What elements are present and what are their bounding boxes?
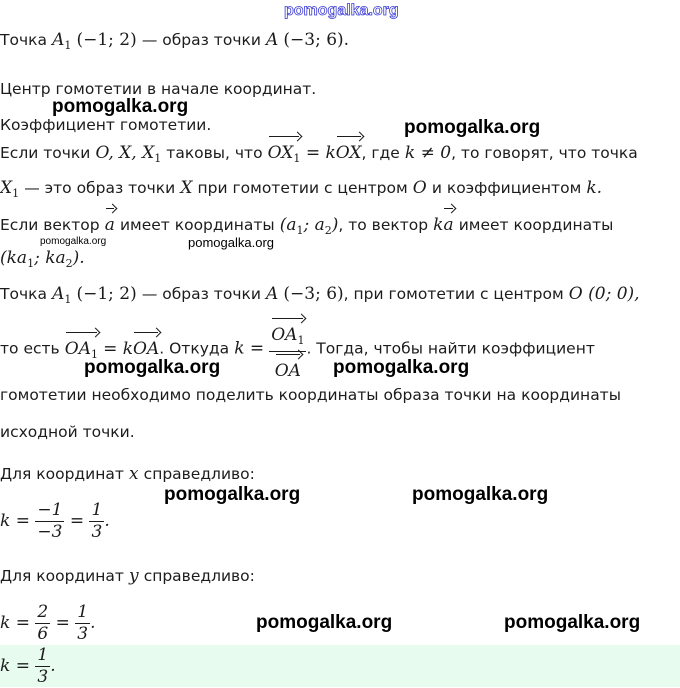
watermark-5: pomogalka.org [84,357,221,378]
line5-text-a: — это образ точки [24,179,176,197]
line1-text-b: — образ точки [141,31,261,49]
watermark-2: pomogalka.org [404,117,541,138]
line8-text-c: , при гомотетии с центром [343,285,564,303]
math-x-var: x [128,464,139,484]
watermark-1: pomogalka.org [52,96,189,117]
line5-text-b: при гомотетии с центром [197,179,408,197]
line4-text-c: , где [361,144,400,162]
watermark-4: pomogalka.org [188,235,274,250]
math-X1: $X_1$ [0,178,20,200]
equation-x: k = $\frac{-1}{-3}$ = $\frac{1}{3}$ . [0,500,110,542]
math-frac-OA1-OA: $\frac{OA_1}{OA}$ [269,316,306,382]
math-a-coords: ($a_1$; $a_2$) [279,215,339,237]
line-7 [0,248,85,270]
line12-text-b: справедливо: [143,465,255,483]
math-y-var: y [128,566,139,586]
math-points: O, X, $X_1$ [95,143,162,165]
math-A-coords: (−3; 6). [283,30,350,50]
line-11: исходной точки. [0,423,135,441]
line1-text-a: Точка [0,31,47,49]
line4-text-d: , то говорят, что точка [451,144,638,162]
line9-text-c: . Тогда, чтобы найти коэффициент [306,339,595,358]
line-6 [0,206,613,237]
math-eq-kOX: = kOX [300,143,361,163]
eq2-frac: $\frac{2}{6}$ [37,602,49,644]
watermark-7: pomogalka.org [164,484,301,505]
eq1-result-frac: $\frac{1}{3}$ [91,500,103,542]
line-3: Коэффициент гомотетии. [0,116,212,134]
line9-text-a: то есть [0,339,60,358]
answer-frac: $\frac{1}{3}$ [37,645,49,687]
line6-text-a: Если вектор [0,216,100,234]
eq2-eq-sign: = [55,613,70,633]
line-8 [0,284,640,306]
line9-text-b: . Откуда [159,339,230,358]
line5-text-c: и коэффициентом [431,179,582,197]
answer-lhs: k = [0,656,30,676]
math-A1-coords: (−1; 2) [76,30,137,50]
watermark-3: pomogalka.org [40,236,107,247]
math-O-coords: O (0; 0), [568,284,640,304]
line-1 [0,30,349,52]
math-vec-OA1: $OA_1$ [65,330,98,361]
math-k-neq-0: k ≠ 0 [404,143,452,163]
math-A-b: A [266,284,279,304]
math-X: X [180,178,193,198]
equation-y: k = $\frac{2}{6}$ = $\frac{1}{3}$ . [0,602,96,644]
line8-text-b: — образ точки [141,285,261,303]
line-5 [0,178,602,200]
watermark-9: pomogalka.org [256,612,393,633]
math-k-eq: k = [234,338,265,359]
math-A: A [266,30,279,50]
line14-text-b: справедливо: [143,567,255,585]
eq1-lhs: k = [0,511,30,531]
line6-text-d: имеет координаты [458,216,614,234]
eq2-lhs: k = [0,613,30,633]
line-4 [0,134,638,165]
line-14 [0,566,255,586]
line-12 [0,464,255,484]
line-10: гомотетии необходимо поделить координаты образа точки на координаты [0,386,621,404]
math-A1-b: $A_1$ [52,284,72,306]
line6-text-b: имеет координаты [119,216,275,234]
math-vec-a: a [105,206,115,235]
line4-text-b: таковы, что [166,144,263,162]
watermark-10: pomogalka.org [504,612,641,633]
math-O: O [412,178,427,198]
line8-text-a: Точка [0,285,47,303]
math-A1: $A_1$ [52,30,72,52]
eq1-frac: $\frac{-1}{-3}$ [37,500,63,542]
answer-highlight [0,645,680,687]
line6-text-c: , то вектор [338,216,429,234]
eq2-result-frac: $\frac{1}{3}$ [77,602,89,644]
math-k: k. [586,178,603,198]
line4-text-a: Если точки [0,144,91,162]
line14-text-a: Для координат [0,567,124,585]
answer-equation: k = $\frac{1}{3}$ . [0,645,56,687]
eq1-eq-sign: = [69,511,85,531]
math-eq-k-OA: = kOA [103,339,159,359]
line-2: Центр гомотетии в начале координат. [0,80,317,98]
watermark-8: pomogalka.org [412,484,549,505]
math-ka-coords: ($ka_1$; $ka_2$). [0,248,85,270]
line12-text-a: Для координат [0,465,124,483]
math-vec-OX1: $OX_1$ [268,134,301,165]
watermark-top: pomogalka.org [284,2,399,19]
math-A1-coords-b: (−1; 2) [76,284,137,304]
math-vec-ka: ka [433,215,453,235]
watermark-6: pomogalka.org [333,357,470,378]
math-A-coords-b: (−3; 6) [283,284,344,304]
